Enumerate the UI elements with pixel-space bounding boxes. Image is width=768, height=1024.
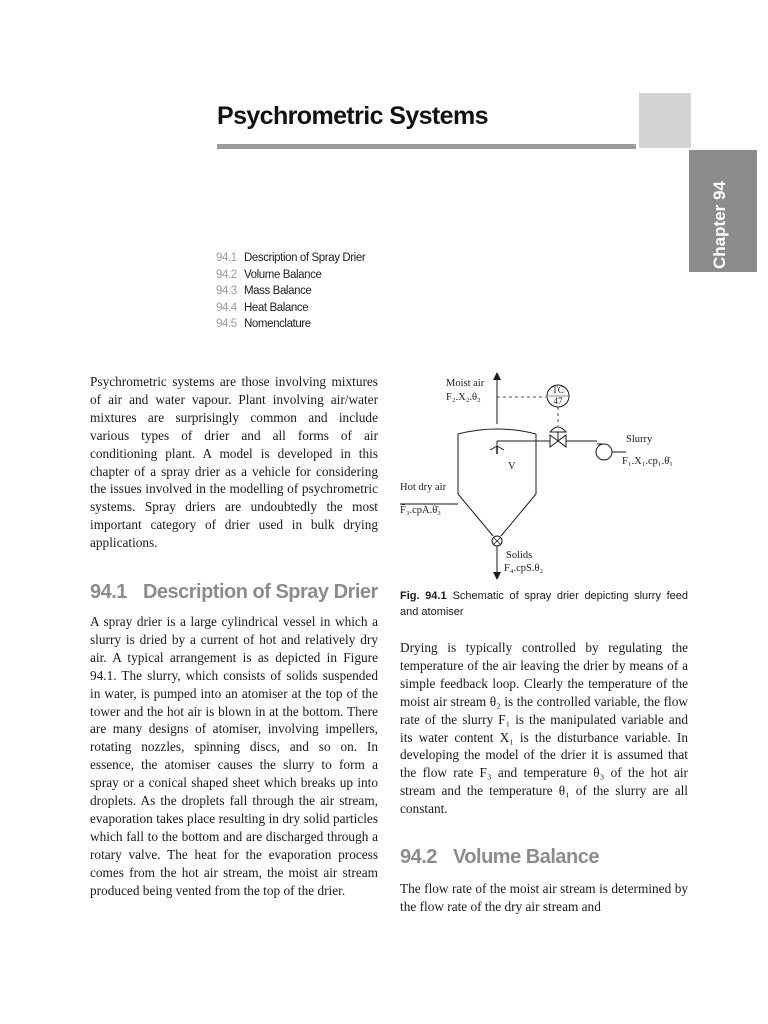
section-heading-94-2 [400, 846, 599, 869]
section-94-2-paragraph: The flow rate of the moist air stream is determined by the flow rate of the dry air stream and [400, 881, 688, 914]
toc-item-label: Mass Balance [244, 285, 312, 298]
vessel-cone-right [501, 494, 536, 536]
solids-arrow [493, 572, 501, 580]
toc-item[interactable] [216, 267, 516, 284]
toc-item-number: 94.4 [216, 301, 237, 314]
vessel-volume-label: V [508, 461, 516, 472]
intro-paragraph: Psychrometric systems are those involving mixtures of air and water vapour. Plant involving air/water mixtures are surprisingly common and include various types of drier and all forms of air conditioning plant. A model is developed in this chapter of a spray drier as a vehicle for considering the issues involved in the modelling of psychrometric systems. Spray driers are undoubtedly the most important category of drier used in bulk drying applications. [90, 374, 378, 551]
atomiser-spray-left [490, 446, 497, 450]
spray-drier-schematic [398, 368, 690, 584]
chapter-contents [216, 250, 516, 333]
toc-item[interactable] [216, 283, 516, 300]
toc-item[interactable] [216, 316, 516, 333]
chapter-tab-accent [639, 93, 691, 148]
toc-item-label: Description of Spray Drier [244, 252, 366, 265]
figure-label: Fig. 94.1 [400, 590, 447, 602]
figure-caption-text: Schematic of spray drier depicting slurry feed and atomiser [400, 590, 688, 618]
atomiser-spray-right [497, 446, 504, 450]
toc-item[interactable] [216, 250, 516, 267]
controller-number: 47 [553, 396, 563, 406]
section-94-1-paragraph: A spray drier is a large cylindrical vessel in which a slurry is dried by a current of hot and relatively dry air. A typical arrangement is as depicted in Figure 94.1. The slurry, which consists of solids suspended in water, is pumped into an atomiser at the top of the tower and the hot air is blown in at the bottom. There are many designs of atomiser, involving impellers, rotating nozzles, spinning discs, and so on. In essence, the atomiser causes the slurry to form a spray or a conical shaped sheet which breaks up into droplets. As the droplets fall through the air stream, evaporation takes place resulting in dry solid particles which fall to the bottom and are discharged through a rotary valve. The heat for the evaporation process comes from the hot air stream, the moist air stream produced being vented from the top of the drier. [90, 614, 378, 898]
section-number: 94.2 [400, 846, 437, 868]
toc-item-label: Volume Balance [244, 268, 322, 281]
toc-item[interactable] [216, 300, 516, 317]
hot-air-label: Hot dry air [400, 482, 447, 493]
moist-air-label: Moist air [446, 378, 485, 389]
toc-item-number: 94.3 [216, 285, 237, 298]
section-heading-94-1 [90, 581, 378, 604]
toc-item-number: 94.2 [216, 268, 237, 281]
chapter-tab-label: Chapter 94 [710, 181, 729, 269]
controller-tag: TC [552, 385, 564, 395]
toc-item-number: 94.1 [216, 252, 237, 265]
control-paragraph: Drying is typically controlled by regulating the temperature of the air leaving the drier by means of a simple feedback loop. Clearly the temperature of the moist air stream θ₂ is the controlled variable, the flow rate of the slurry F₁ is the manipulated variable and its water content X₁ is the disturbance variable. In developing the model of the drier it is assumed that the flow rate F₃ and temperature θ₃ of the hot air stream and the temperature θ₁ of the slurry are all constant. [400, 640, 688, 817]
moist-air-arrow [493, 372, 501, 380]
slurry-pump [596, 444, 612, 460]
section-title: Volume Balance [452, 846, 599, 868]
solids-label: Solids [506, 550, 533, 561]
title-rule [217, 144, 636, 149]
moist-air-vars: F₂.X₂.θ₂ [446, 392, 481, 403]
vessel-dome [458, 429, 536, 434]
chapter-title: Psychrometric Systems [217, 102, 488, 130]
slurry-label: Slurry [626, 434, 653, 445]
toc-item-label: Heat Balance [244, 301, 309, 314]
section-number: 94.1 [90, 581, 127, 603]
section-title: Description of Spray Drier [142, 581, 378, 603]
hot-air-vars: F̄₃.cpA.θ̄₃ [400, 505, 441, 516]
toc-item-label: Nomenclature [244, 318, 311, 331]
valve-actuator [550, 427, 566, 432]
vessel-cone-left [458, 494, 493, 536]
figure-caption [400, 588, 688, 620]
toc-item-number: 94.5 [216, 318, 237, 331]
solids-vars: F₄.cpS.θ₂ [504, 563, 544, 574]
slurry-vars: F₁.X₁.cp₁.θ̄₁ [622, 456, 673, 467]
